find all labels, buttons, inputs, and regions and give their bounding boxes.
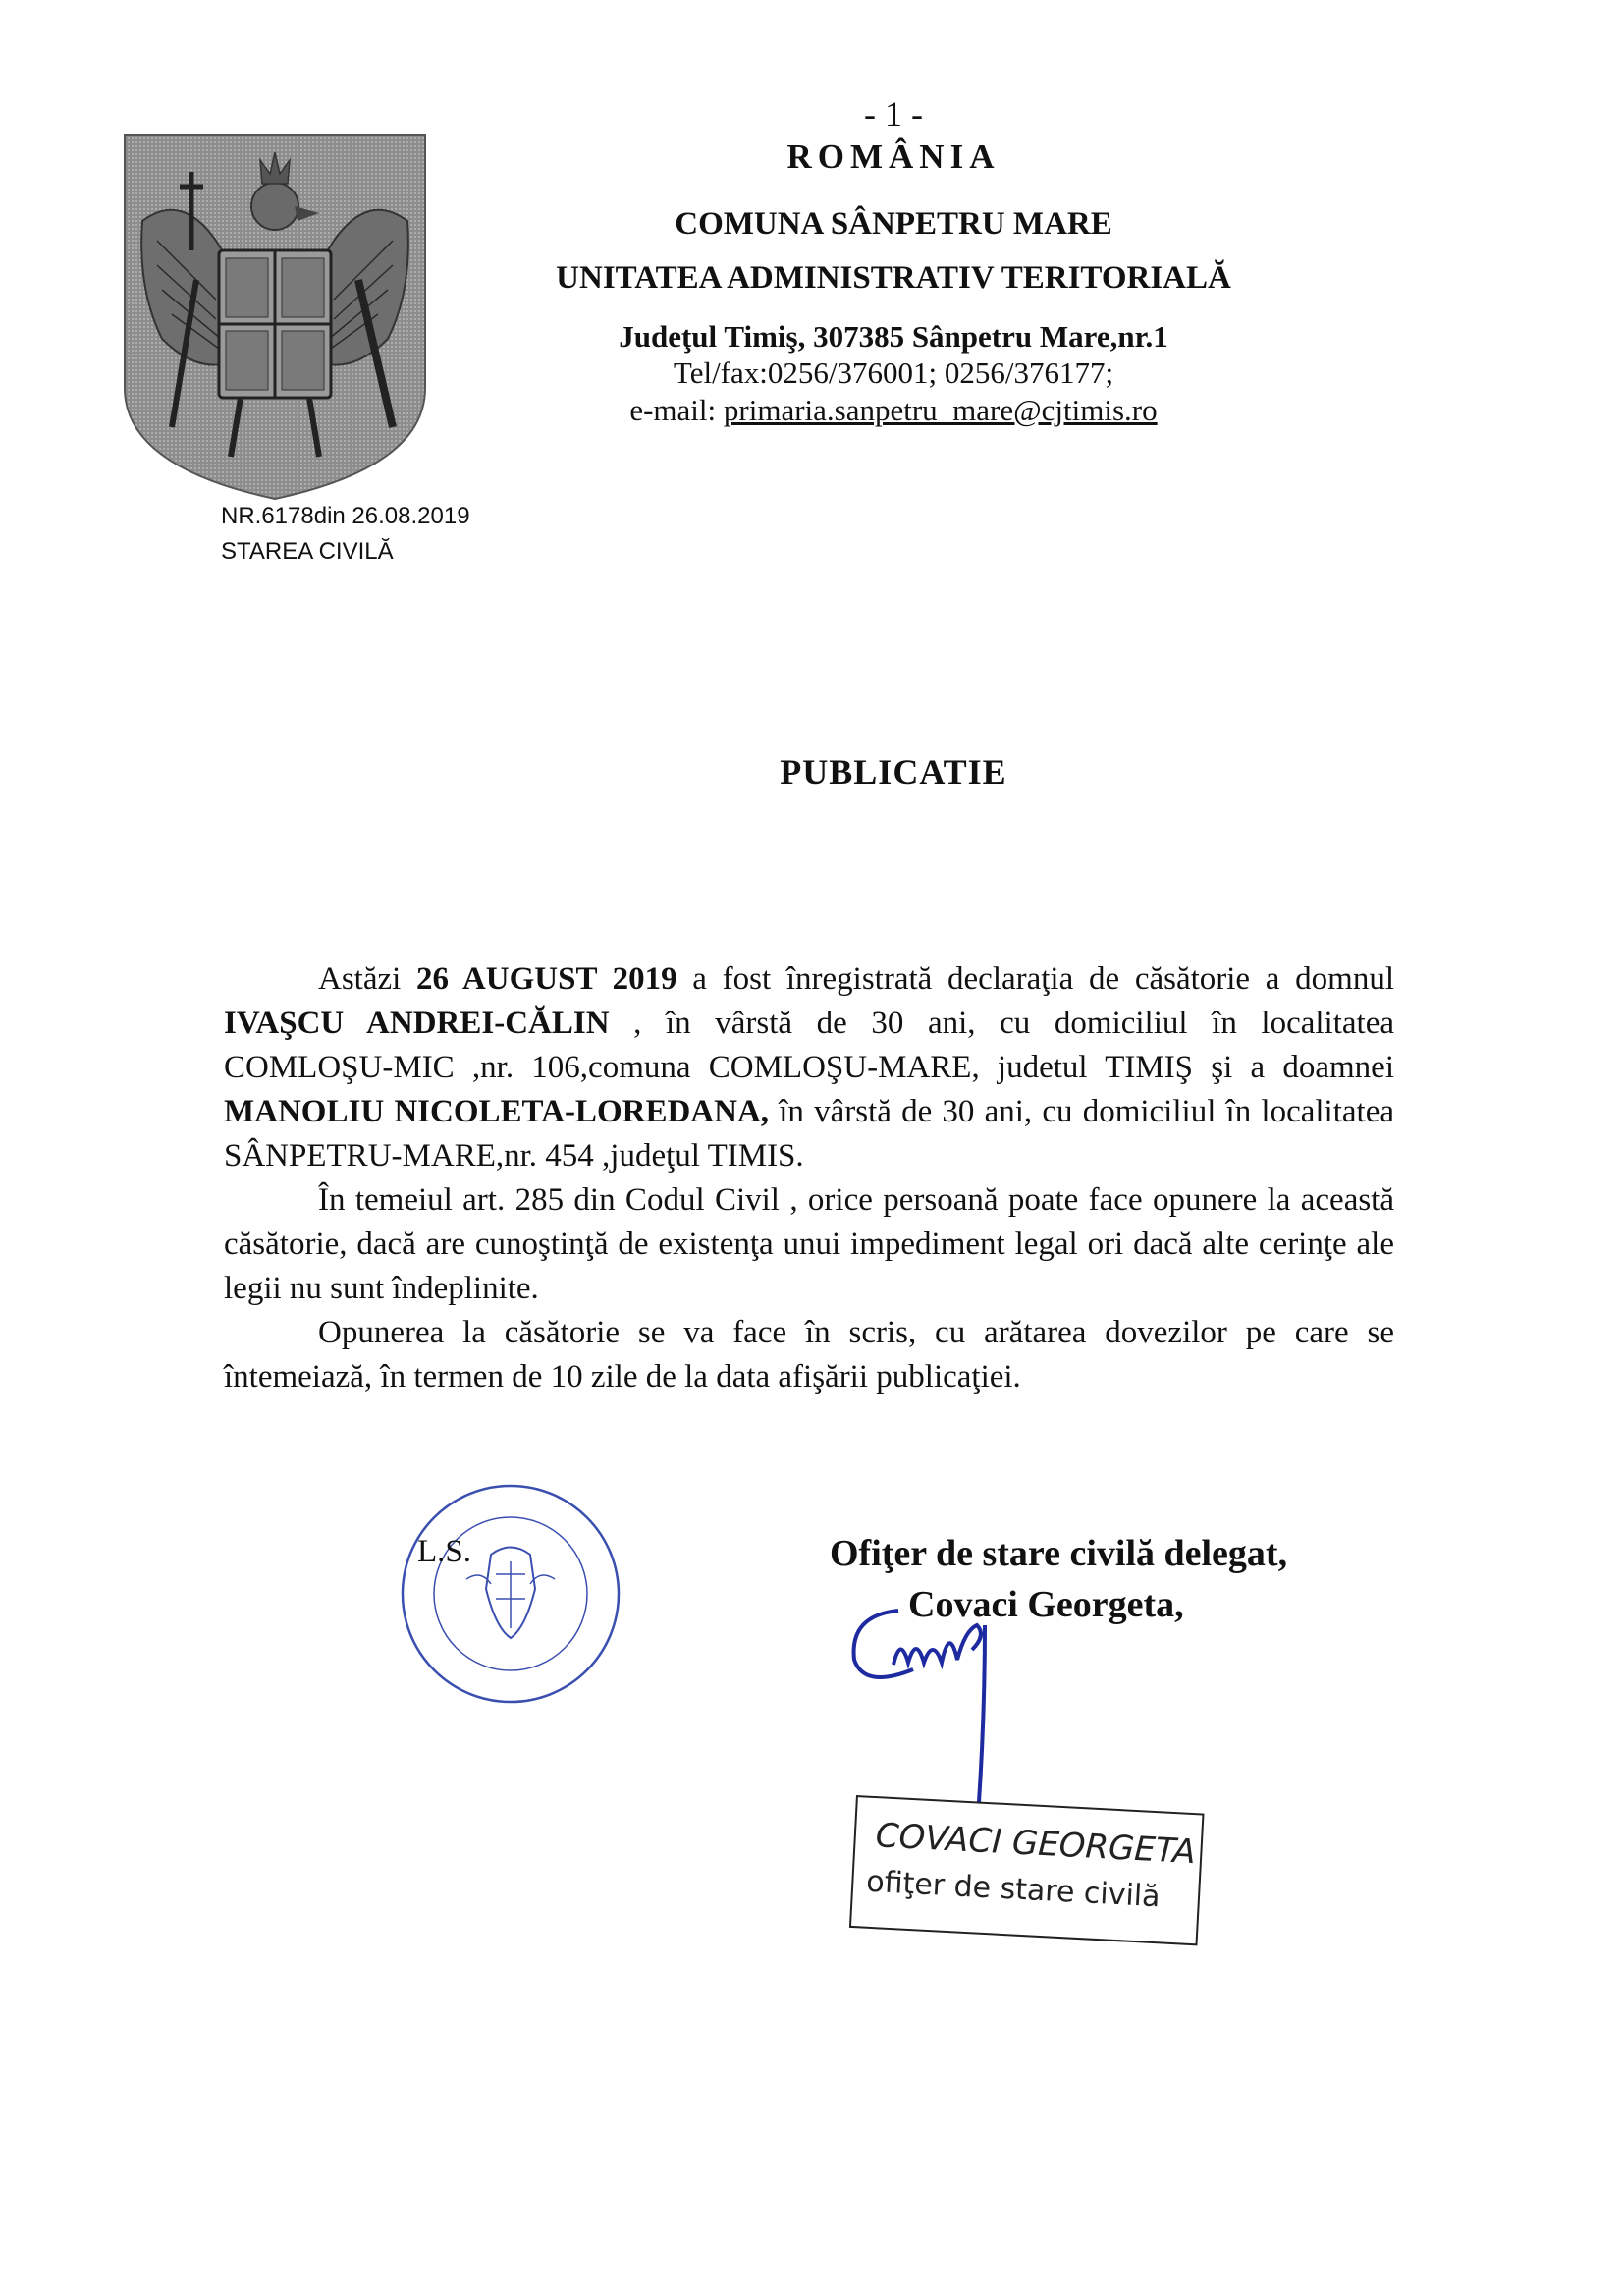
signatory-title: Ofiţer de stare civilă delegat,	[830, 1533, 1288, 1574]
email-label: e-mail:	[629, 393, 717, 427]
stamp-role: ofiţer de stare civilă	[865, 1864, 1162, 1915]
paragraph-2: În temeiul art. 285 din Codul Civil , orice persoană poate face opunere la această căsătorie, dacă are cunoştinţă de existenţa unui impediment legal ori dacă alte cerinţe ale legii nu sunt îndeplinite.	[224, 1182, 1394, 1306]
coat-of-arms-icon	[123, 133, 427, 501]
page-number: - 1 -	[864, 94, 923, 134]
address-line: Judeţul Timiş, 307385 Sânpetru Mare,nr.1	[619, 319, 1168, 354]
stamp-name: COVACI GEORGETA	[874, 1816, 1197, 1873]
locus-sigilli-label: L.S.	[417, 1534, 472, 1569]
phone-line: Tel/fax:0256/376001; 0256/376177;	[673, 355, 1114, 390]
paragraph-3: Opunerea la căsătorie se va face în scris, cu arătarea dovezilor pe care se întemeiază, în termen de 10 zile de la data afişării publicaţiei.	[224, 1315, 1394, 1394]
signatory-name: Covaci Georgeta,	[908, 1584, 1184, 1625]
name-stamp	[849, 1795, 1205, 1945]
commune-heading: COMUNA SÂNPETRU MARE	[675, 206, 1112, 242]
paragraph-1: Astăzi 26 AUGUST 2019 a fost înregistrată declaraţia de căsătorie a domnul IVAŞCU ANDREI-CĂLIN , în vârstă de 30 ani, cu domiciliul în localitatea COMLOŞU-MIC ,nr. 106,comuna COMLOŞU-MARE, judetul TIMIŞ şi a doamnei MANOLIU NICOLETA-LOREDANA, în vârstă de 30 ani, cu domiciliul în localitatea SÂNPETRU-MARE,nr. 454 ,judeţul TIMIS.	[224, 961, 1394, 1174]
uat-heading: UNITATEA ADMINISTRATIV TERITORIALĂ	[556, 260, 1231, 296]
document-title: PUBLICATIE	[780, 752, 1007, 792]
department-label: STAREA CIVILĂ	[221, 538, 394, 565]
document-body	[224, 957, 1394, 1399]
registration-number: NR.6178din 26.08.2019	[221, 503, 470, 529]
email-link[interactable]: primaria.sanpetru_mare@cjtimis.ro	[723, 393, 1158, 427]
official-seal-icon	[398, 1481, 623, 1707]
country-heading: ROMÂNIA	[786, 137, 1001, 176]
handwritten-signature-icon	[839, 1586, 1065, 1812]
